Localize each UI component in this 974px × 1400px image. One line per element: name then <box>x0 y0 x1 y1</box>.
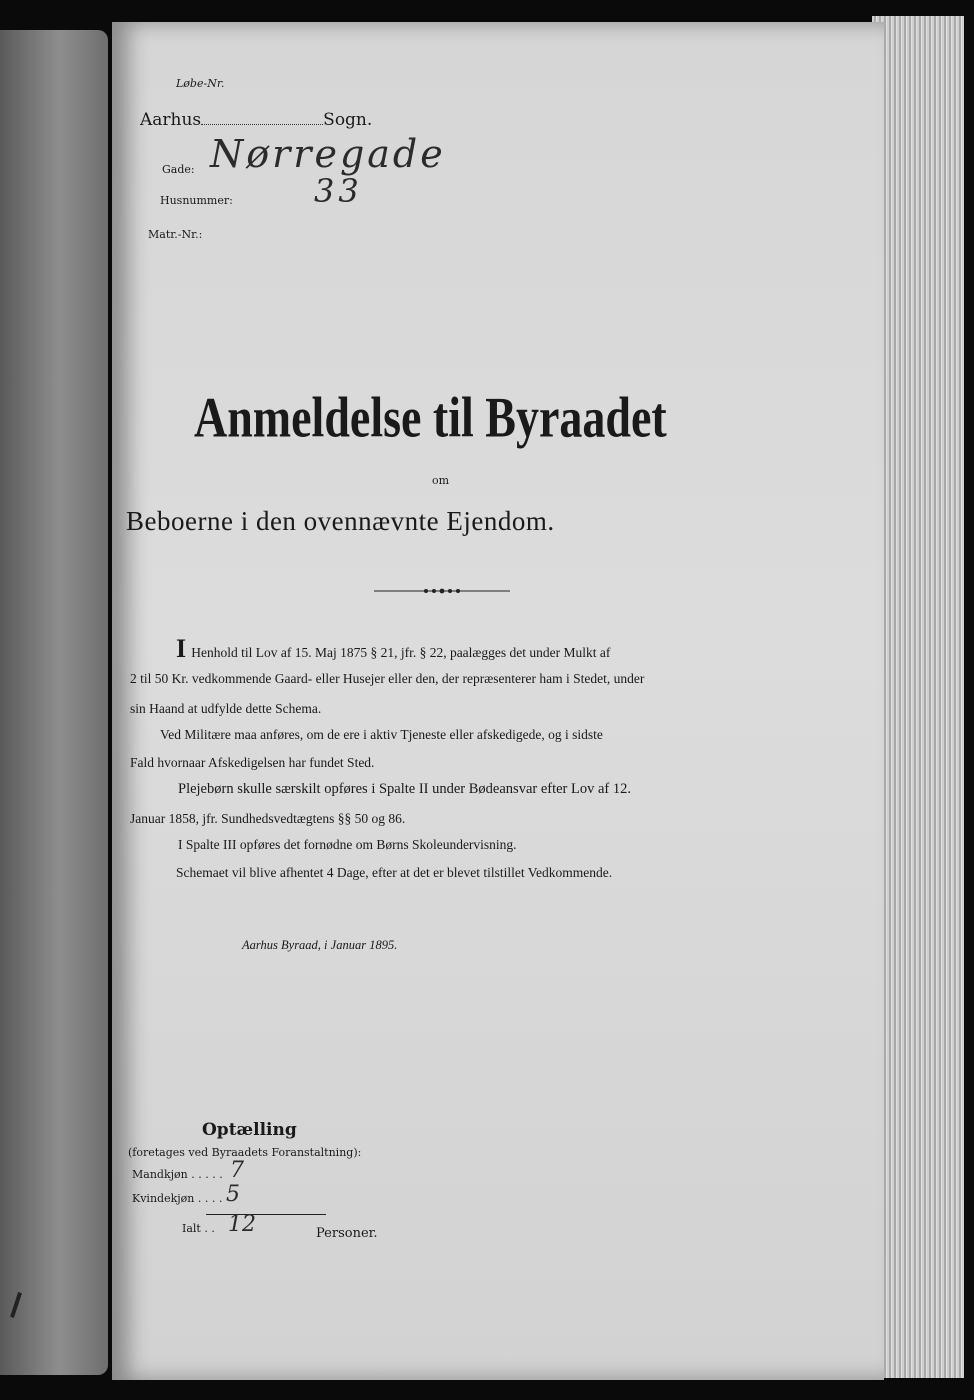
lobe-nr-label: Løbe-Nr. <box>176 77 225 90</box>
paragraph-4: I Spalte III opføres det fornødne om Børns Skoleundervisning. <box>178 837 517 852</box>
paragraph-3-line-1: Plejebørn skulle særskilt opføres i Spalte II under Bødeansvar efter Lov af 12. <box>178 781 632 797</box>
paragraph-1-line-3: sin Haand at udfylde dette Schema. <box>130 701 322 716</box>
kvindekjon-label: Kvindekjøn <box>132 1192 195 1205</box>
sum-rule <box>206 1214 326 1215</box>
left-page-edge <box>0 30 108 1375</box>
ornament-divider <box>374 588 510 594</box>
paragraph-5: Schemaet vil blive afhentet 4 Dage, efter at det er blevet tilstillet Vedkommende. <box>176 865 613 880</box>
main-title: Anmeldelse til Byraadet <box>194 385 667 449</box>
kvindekjon-row: Kvindekjøn . . . . <box>132 1192 223 1205</box>
dropcap: I <box>176 634 187 663</box>
kvindekjon-value[interactable]: 5 <box>226 1182 240 1207</box>
husnummer-value[interactable]: 33 <box>314 172 363 210</box>
document-page <box>112 22 884 1380</box>
ialt-label: Ialt <box>182 1222 201 1235</box>
count-title: Optælling <box>202 1120 297 1140</box>
personer-label: Personer. <box>316 1226 378 1241</box>
mandkjon-row: Mandkjøn . . . . . <box>132 1168 223 1181</box>
paragraph-1-line-2: 2 til 50 Kr. vedkommende Gaard- eller Husejer eller den, der repræsenterer ham i Stedet, under <box>130 671 645 686</box>
paragraph-3-line-2: Januar 1858, jfr. Sundhedsvedtægtens §§ 50 og 86. <box>130 811 406 826</box>
paragraph-2-line-2: Fald hvornaar Afskedigelsen har fundet Sted. <box>130 755 375 770</box>
pencil-mark <box>10 1292 22 1318</box>
matr-nr-label: Matr.-Nr.: <box>148 228 203 241</box>
husnummer-label: Husnummer: <box>160 194 233 207</box>
parish-field[interactable] <box>201 124 323 125</box>
paragraph-1-line-1: I Henhold til Lov af 15. Maj 1875 § 21, jfr. § 22, paalægges det under Mulkt af <box>176 634 611 663</box>
sogn-label: Sogn. <box>323 110 373 130</box>
ialt-value[interactable]: 12 <box>228 1212 256 1237</box>
gade-label: Gade: <box>162 163 195 176</box>
om-text: om <box>432 474 450 487</box>
mandkjon-value[interactable]: 7 <box>230 1158 244 1183</box>
count-note: (foretages ved Byraadets Foranstaltning): <box>128 1146 362 1159</box>
ialt-row: Ialt . . <box>182 1222 215 1235</box>
city-label: Aarhus <box>140 110 202 130</box>
gade-value[interactable]: Nørregade <box>210 132 446 176</box>
paragraph-2-line-1: Ved Militære maa anføres, om de ere i aktiv Tjeneste eller afskedigede, og i sidste <box>160 727 603 742</box>
parish-line <box>140 110 372 130</box>
page-stack-edge <box>872 16 964 1378</box>
mandkjon-label: Mandkjøn <box>132 1168 188 1181</box>
signature-line: Aarhus Byraad, i Januar 1895. <box>242 938 398 952</box>
subtitle: Beboerne i den ovennævnte Ejendom. <box>126 506 555 536</box>
